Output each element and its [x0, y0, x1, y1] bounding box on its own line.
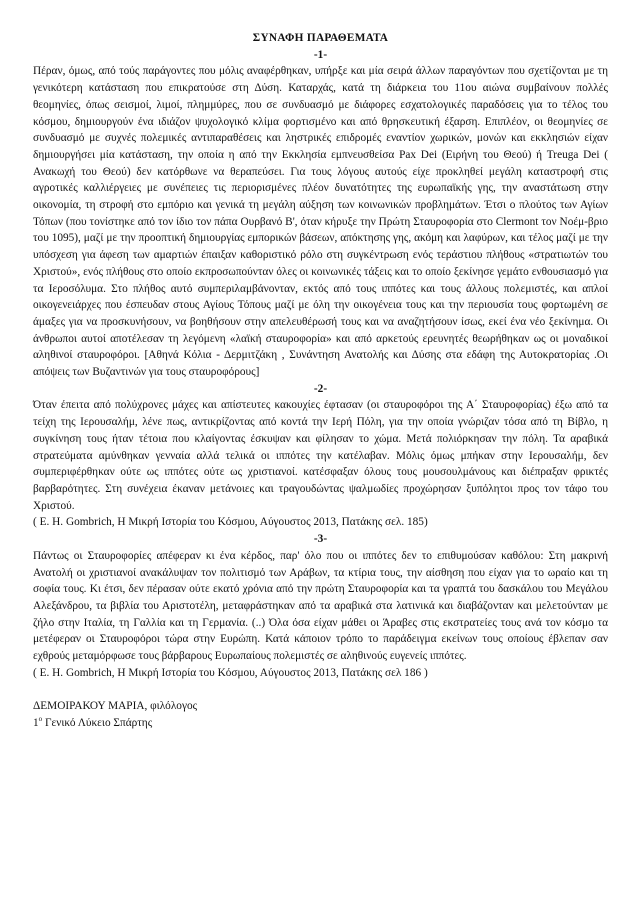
section-3-text: Πάντως οι Σταυροφορίες απέφεραν κι ένα κέρδος, παρ' όλο που οι ιππότες δεν το επιθυμούσαν καθόλου: Στη μακρινή Ανατολή οι χριστιανοί ανακάλυψαν τον πολιτισμό των Αράβων, τα κτίρια τους, την αίσθηση που είχαν για το ωραίο και τη σοφία τους. Κι έτσι, δεν πέρασαν ούτε εκατό χρόνια από την πρώτη Σταυροφορία και τα γραπτά του δασκάλου του Μεγάλου Αλεξάνδρου, τα βιβλία του Αριστοτέλη, μεταφράστηκαν από τα αραβικά στα λατινικά και διαβάζονταν και μελετούνταν με ζήλο στην Ιταλία, τη Γαλλία και τη Γερμανία. (..) Όλα όσα είχαν μάθει οι Άραβες στις εκστρατείες τους ανά τον κόσμο τα μετέφεραν οι Σταυροφόροι τώρα στην Ευρώπη. Κατά κάποιον τρόπο το παράδειγμα εκείνων τους οποίους έβλεπαν σαν εχθρούς μεταμόρφωσε τους βάρβαρους Ευρωπαίους πολεμιστές σε αληθινούς ευγενείς ιππότες. [33, 549, 608, 663]
school-line [33, 715, 608, 732]
section-1-number: -1- [313, 48, 328, 61]
school-name: Γενικό Λύκειο Σπάρτης [42, 716, 153, 729]
school-ordinal: ο [38, 715, 43, 724]
section-1-text: Πέραν, όμως, από τούς παράγοντες που μόλις αναφέρθηκαν, υπήρξε και μία σειρά άλλων παραγόντων που σχετίζονται με τη γενικότερη κατάσταση που επικρατούσε στη Δύση. Καταρχάς, κατά τη διάρκεια του 11ου αιώνα συμβαίνουν πολλές θεομηνίες, όπως σεισμοί, λιμοί, πλημμύρες, που σε συνδυασμό με διάφορες εσχατολογικές παραδόσεις για το τέλος του κόσμου, δημιουργούν ένα ιδιάζον ψυχολογικό κλίμα φορτισμένο και από θρησκευτική έξαρση. Επιπλέον, οι θεομηνίες σε συνδυασμό με συχνές πολεμικές αντιπαραθέσεις και ληστρικές επιδρομές εναντίον χωρικών, μονών και εκκλησιών είχαν δημιουργήσει μία κατάσταση, την οποία η από την Εκκλησία εμπνευσθείσα Pax Dei (Ειρήνη του Θεού) ή Treuga Dei ( Ανακωχή του Θεού) δεν κατόρθωνε να θεραπεύσει. Για τους λόγους αυτούς είχε προκληθεί μεγάλη καταστροφή στις αγροτικές καλλιέργειες με συνέπειες τις περιορισμένες πλέον δυνατότητες της ευρωπαϊκής γης, την αναστάτωση στην οικονομία, τη στροφή στο εμπόριο και γενικά τη μεγάλη αύξηση των κοινωνικών προβλημάτων. Έτσι ο πλούτος των Αγίων Τόπων (που τονίστηκε από τον ίδιο τον πάπα Ουρβανό Β', όταν κήρυξε την Πρώτη Σταυροφορία στο Clermont τον Νοέμ-βριο του 1095), μαζί με την προοπτική δημιουργίας εμπορικών βάσεων, απόκτησης γης, ακόμη και λαφύρων, και τέλος μαζί με την υπόσχεση για άφεση των αμαρτιών έπαιξαν καθοριστικό ρόλο στη συγκέντρωση ενός τεράστιου πλήθους «στρατιωτών του Χριστού», ενός πλήθους στο οποίο εκπροσωπούνταν όλες οι κοινωνικές τάξεις και το οποίο ξεκίνησε γεμάτο ενθουσιασμό για τα Ιεροσόλυμα. Στο πλήθος αυτό συμπεριλαμβάνονταν, εκτός από τους ιππότες και τους άλλους πολεμιστές, και απλοί οικογενειάρχες που έσπευδαν στους Αγίους Τόπους μαζί με όλη την οικογένεια τους και την περιουσία τους φορτωμένη σε άμαξες για να προσκυνήσουν, να βοηθήσουν στην απελευθέρωσή τους και να αναζητήσουν ίσως, εκεί ένα νέο ξεκίνημα. Οι άνθρωποι αυτοί αποτέλεσαν τη λεγόμενη «λαϊκή σταυροφορία» και από αρκετούς ερευνητές θεωρήθηκαν ως οι μοναδικοί αληθινοί σταυροφόροι. [Αθηνά Κόλια - Δερμιτζάκη , Συνάντηση Ανατολής και Δύσης στα εδάφη της Αυτοκρατορίας .Οι απόψεις των Βυζαντινών για τους σταυροφόρους] [33, 65, 608, 379]
document-title: ΣΥΝΑΦΗ ΠΑΡΑΘΕΜΑΤΑ [252, 32, 389, 44]
section-2-text: Όταν έπειτα από πολύχρονες μάχες και απίστευτες κακουχίες έφτασαν (οι σταυροφόροι της Α΄ Σταυροφορίας) έξω από τα τείχη της Ιερουσαλήμ, λένε πως, αντικρίζοντας από κοντά την Ιερή Πόλη, για την οποία γνώριζαν τόσα από τη Βίβλο, η συγκίνηση τους ήταν τέτοια που κλαίγοντας έσκυψαν και φίλησαν το χώμα. Μετά πολιόρκησαν την πόλη. Τα αραβικά στρατεύματα αμύνθηκαν γενναία αλλά τελικά οι ιππότες την κατέλαβαν. Μόλις όμως μπήκαν στην Ιερουσαλήμ, δεν συμπεριφέρθηκαν ούτε ως ιππότες ούτε ως χριστιανοί. κατέσφαξαν όλους τους μουσουλμάνους και διέπραξαν φρικτές βαρβαρότητες. Στη συνέχεια έκαναν μετάνοιες και τραγουδώντας ψαλμωδίες προχώρησαν ξυπόλητοι προς τον τάφο του Χριστού. [33, 399, 608, 512]
section-2-number: -2- [313, 382, 328, 395]
spacer [33, 681, 608, 698]
document-page [33, 30, 608, 732]
section-3-number: -3- [313, 533, 328, 546]
section-3-source: ( E. H. Gombrich, Η Μικρή Ιστορία του Κόσμου, Αύγουστος 2013, Πατάκης σελ 186 ) [33, 666, 428, 679]
section-2-source: ( E. H. Gombrich, Η Μικρή Ιστορία του Κόσμου, Αύγουστος 2013, Πατάκης σελ. 185) [33, 516, 428, 529]
school-number: 1 [33, 716, 39, 729]
author-signature: ΔΕΜΟΙΡΑΚΟΥ ΜΑΡΙΑ, φιλόλογος [33, 700, 198, 713]
